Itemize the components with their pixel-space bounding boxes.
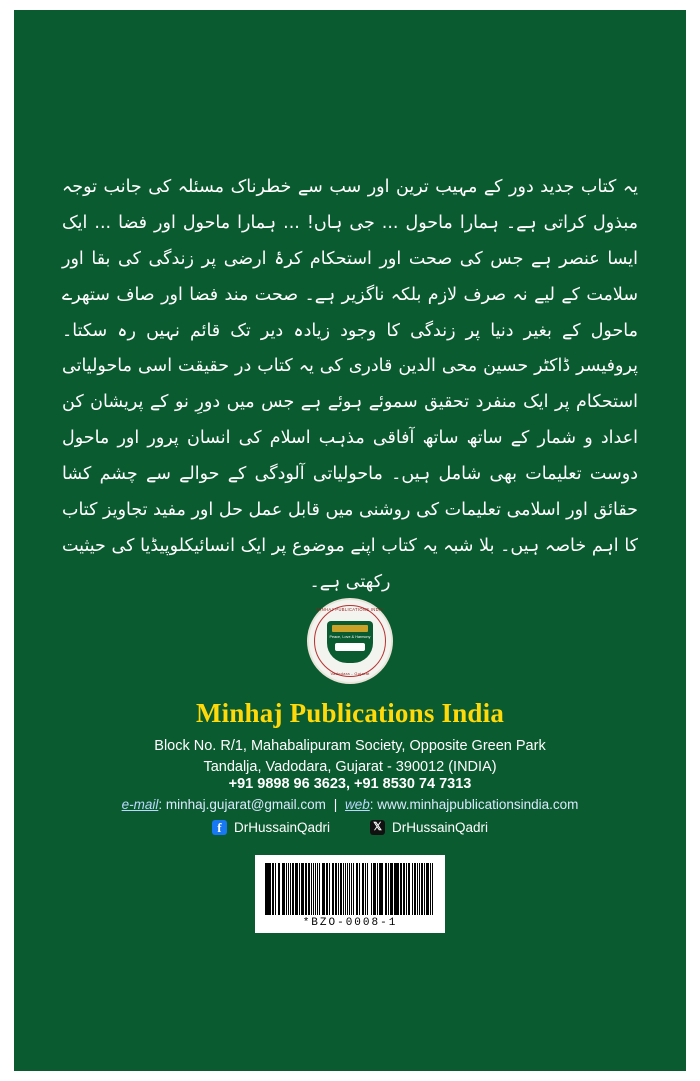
social-facebook[interactable] — [212, 820, 330, 835]
barcode-text: *BZO-0008-1 — [302, 917, 398, 929]
publisher-name: Minhaj Publications India — [195, 698, 505, 728]
barcode — [255, 855, 445, 933]
logo-motto-text: Peace, Love & Harmony — [329, 635, 371, 639]
social-x-twitter[interactable] — [370, 820, 488, 835]
barcode-bars — [265, 863, 435, 915]
facebook-icon: f — [212, 820, 227, 835]
address-line-1: Block No. R/1, Mahabalipuram Society, Opposite Green Park — [154, 738, 546, 754]
publisher-logo-wrap — [14, 598, 686, 684]
back-cover-blurb: یہ کتاب جدید دور کے مہیب ترین اور سب سے خطرناک مسئلہ کی جانب توجہ مبذول کراتی ہے۔ ہمارا ماحول ... جی ہاں! ... ہمارا ماحول اور فضا ... ایک ایسا عنصر ہے جس کی صحت اور استحکام کرۂ ارضی پر زندگی کی بقا اور سلامت کے لیے نہ صرف لازم بلکہ ناگزیر ہے۔ صحت مند فضا اور صاف ستھرے ماحول کے بغیر دنیا پر زندگی کا وجود زیادہ دیر تک قائم نہیں رہ سکتا۔ پروفیسر ڈاکٹر حسین محی الدین قادری کی یہ کتاب در حقیقت اسی ماحولیاتی استحکام پر ایک منفرد تحقیق سموئے ہوئے ہے جس میں دورِ نو کے پریشان کن اعداد و شمار کے ساتھ ساتھ آفاقی مذہب اسلام کی انسان پرور اور ماحول دوست تعلیمات بھی شامل ہیں۔ ماحولیاتی آلودگی کے حوالے سے چشم کشا حقائق اور اسلامی تعلیمات کی روشنی میں قابل عمل حل اور مفید تجاویز کتاب کا اہم خاصہ ہیں۔ بلا شبہ یہ کتاب اپنے موضوع پر ایک انسائیکلوپیڈیا کی حیثیت رکھتی ہے۔ — [62, 177, 638, 592]
logo-arc-bottom-text: Vadodara - Gujarat — [330, 671, 370, 676]
barcode-wrap — [14, 855, 686, 933]
email-colon: : — [158, 797, 163, 812]
publisher-address — [14, 736, 686, 778]
email-value[interactable]: minhaj.gujarat@gmail.com — [165, 797, 326, 812]
web-value[interactable]: www.minhajpublicationsindia.com — [377, 797, 579, 812]
x-twitter-handle: DrHussainQadri — [392, 820, 489, 835]
publisher-phones: +91 9898 96 3623, +91 8530 74 7313 — [228, 776, 472, 792]
x-twitter-icon: 𝕏 — [370, 820, 385, 835]
web-colon: : — [369, 797, 374, 812]
contact-separator: | — [333, 797, 338, 812]
social-links — [14, 820, 686, 835]
address-line-2: Tandalja, Vadodara, Gujarat - 390012 (INDIA) — [203, 759, 497, 776]
logo-crest-bar — [332, 625, 368, 632]
email-label: e-mail — [121, 797, 159, 812]
minhaj-publications-logo-icon — [307, 598, 393, 684]
logo-book-shape — [335, 643, 365, 651]
cover-panel — [14, 10, 686, 1071]
facebook-handle: DrHussainQadri — [233, 820, 330, 835]
publisher-contact-line — [14, 797, 686, 812]
logo-crest — [327, 621, 373, 663]
logo-arc-top-text: MINHAJ PUBLICATIONS INDIA — [316, 606, 384, 613]
web-label: web — [344, 797, 370, 812]
